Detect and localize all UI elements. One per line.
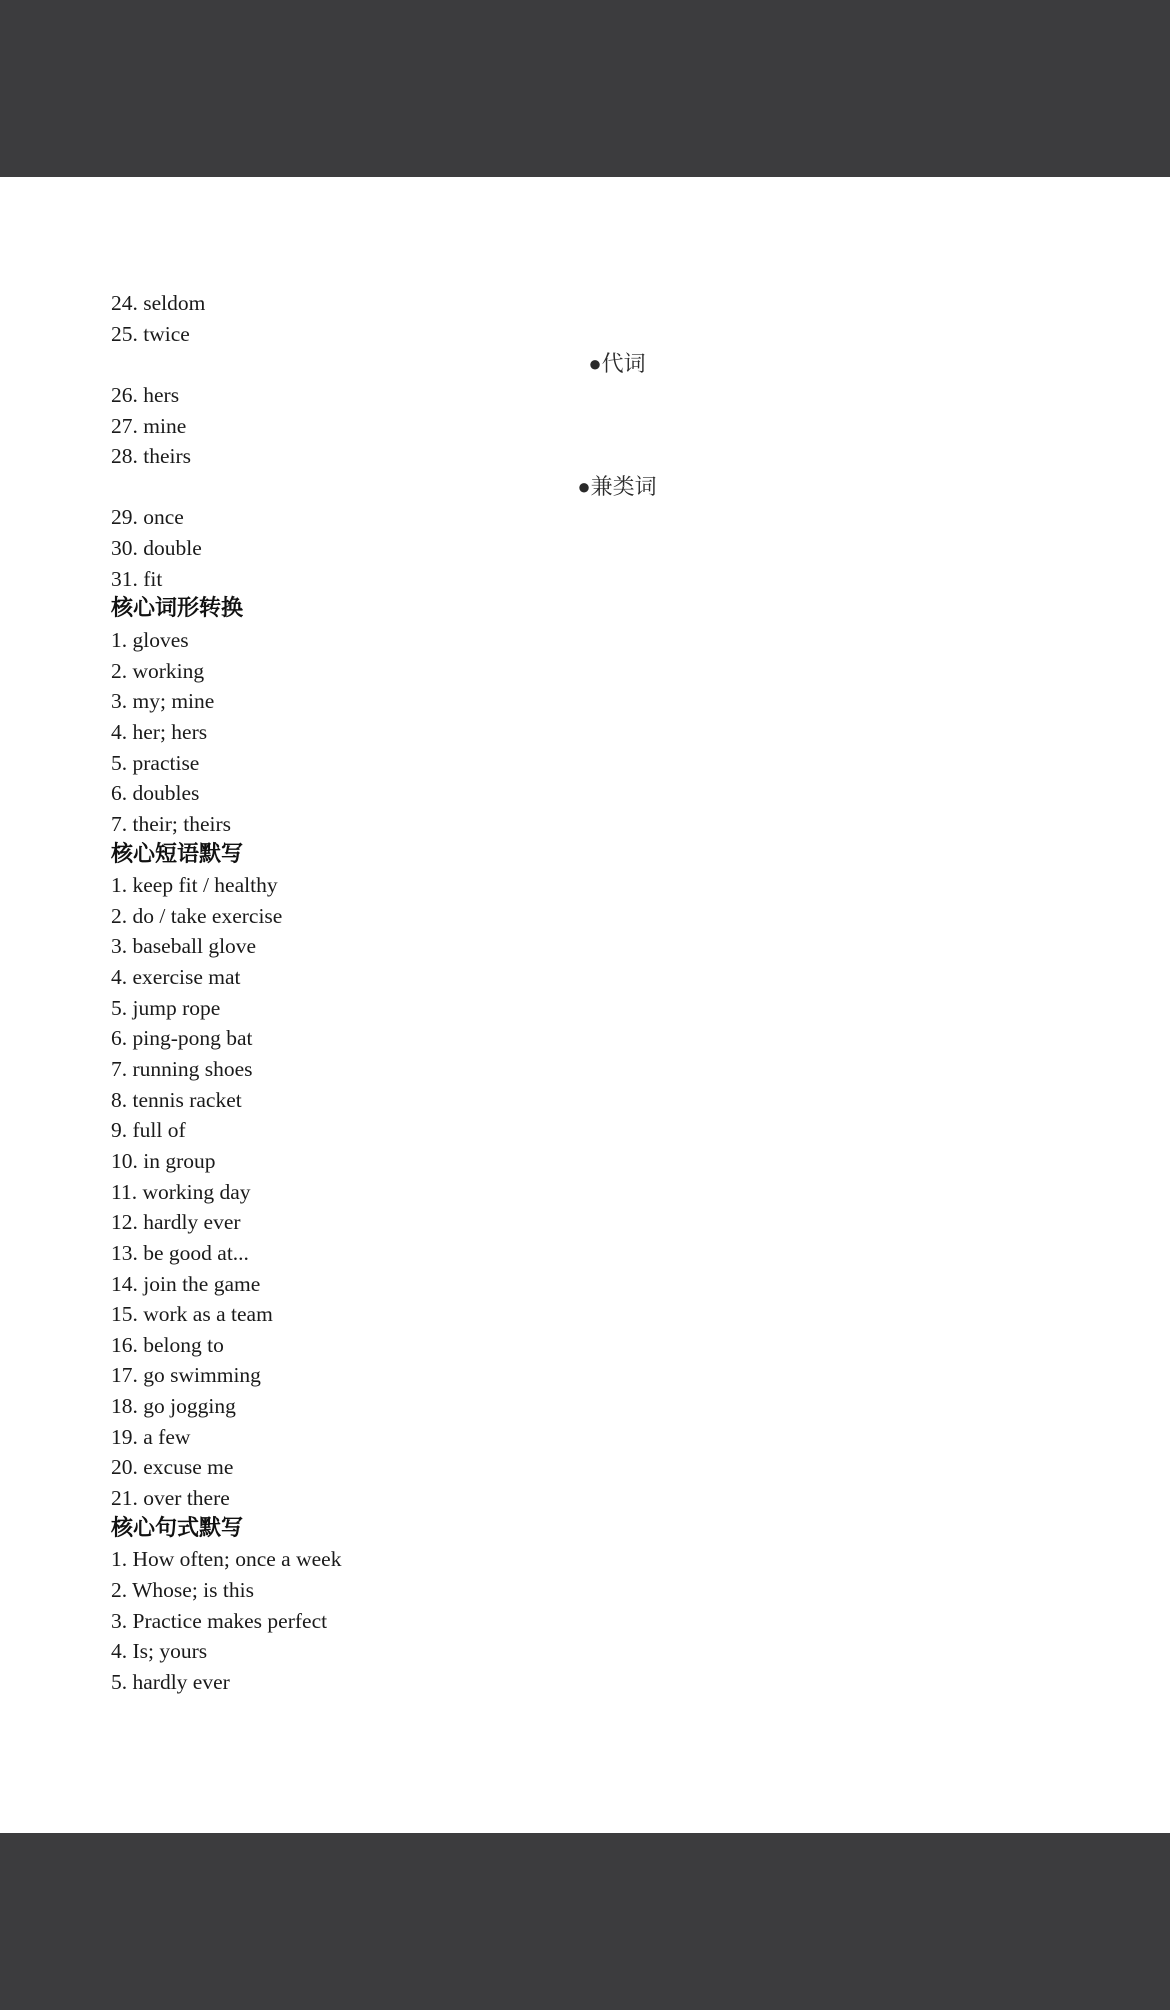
list-item: 2. do / take exercise: [111, 903, 283, 928]
list-item: 25. twice: [111, 321, 190, 346]
section-title-sentences: 核心句式默写: [111, 1515, 244, 1541]
list-item: 10. in group: [111, 1148, 216, 1173]
list-item: 3. my; mine: [111, 689, 215, 714]
list-item: 12. hardly ever: [111, 1210, 241, 1235]
list-item: 11. working day: [111, 1179, 251, 1204]
section-title-wordforms: 核心词形转换: [111, 596, 244, 622]
bottom-viewer-bar: [0, 1833, 1170, 2010]
list-item: 7. their; theirs: [111, 811, 232, 836]
list-item: 4. Is; yours: [111, 1639, 208, 1664]
list-item: 2. Whose; is this: [111, 1577, 254, 1602]
list-item: 1. How often; once a week: [111, 1547, 342, 1572]
list-item: 21. over there: [111, 1485, 230, 1510]
top-viewer-bar: [0, 0, 1170, 177]
answer-list: [111, 288, 1061, 1697]
list-item: 1. keep fit / healthy: [111, 873, 278, 898]
list-item: 6. ping-pong bat: [111, 1026, 253, 1051]
list-item: 14. join the game: [111, 1271, 261, 1296]
document-page: [0, 177, 1170, 1833]
list-item: 29. once: [111, 505, 184, 530]
list-item: 4. exercise mat: [111, 965, 241, 990]
list-item: 1. gloves: [111, 628, 189, 653]
list-item: 3. baseball glove: [111, 934, 257, 959]
list-item: 27. mine: [111, 413, 187, 438]
list-item: 8. tennis racket: [111, 1087, 242, 1112]
list-item: 7. running shoes: [111, 1057, 253, 1082]
list-item: 3. Practice makes perfect: [111, 1608, 328, 1633]
list-item: 26. hers: [111, 382, 180, 407]
pronoun-heading: ●代词: [588, 351, 646, 377]
list-item: 4. her; hers: [111, 719, 208, 744]
list-item: 24. seldom: [111, 291, 206, 315]
list-item: 20. excuse me: [111, 1455, 234, 1480]
list-item: 16. belong to: [111, 1332, 224, 1357]
list-item: 30. double: [111, 536, 202, 561]
list-item: 9. full of: [111, 1118, 186, 1143]
list-item: 13. be good at...: [111, 1240, 249, 1265]
list-item: 18. go jogging: [111, 1394, 236, 1419]
list-item: 5. practise: [111, 750, 200, 775]
list-item: 19. a few: [111, 1424, 191, 1449]
list-item: 6. doubles: [111, 781, 200, 806]
list-item: 5. hardly ever: [111, 1669, 230, 1694]
section-title-phrases: 核心短语默写: [111, 841, 244, 867]
list-item: 31. fit: [111, 566, 163, 591]
list-item: 2. working: [111, 658, 205, 683]
list-item: 5. jump rope: [111, 995, 221, 1020]
list-item: 28. theirs: [111, 444, 192, 469]
list-item: 17. go swimming: [111, 1363, 261, 1388]
list-item: 15. work as a team: [111, 1302, 273, 1327]
multi-class-word-heading: ●兼类词: [577, 473, 657, 499]
